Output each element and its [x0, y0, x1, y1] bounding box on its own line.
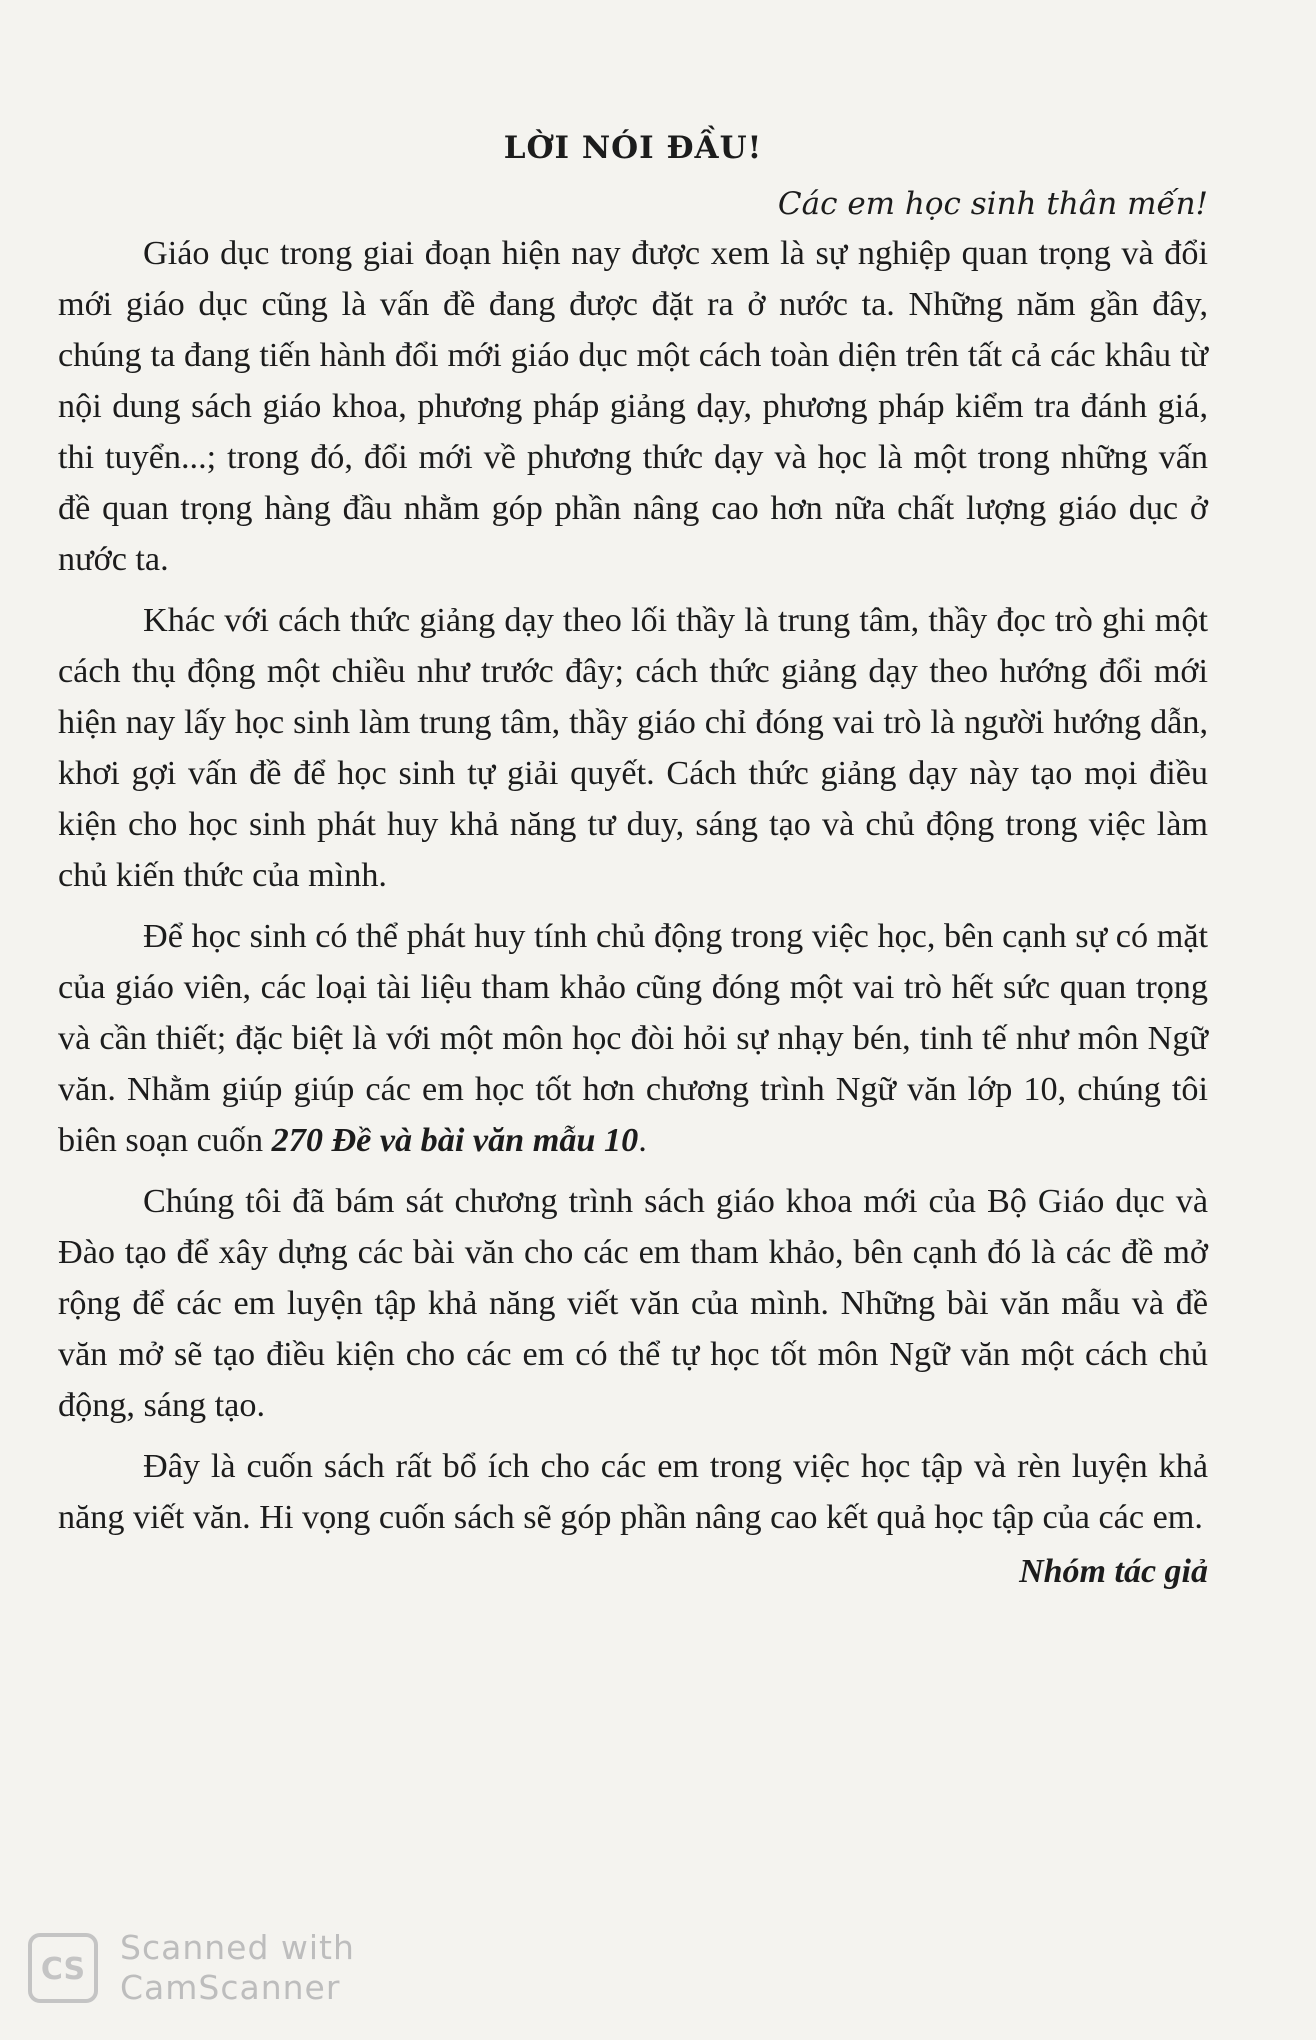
signature: Nhóm tác giả — [1019, 1553, 1208, 1590]
page-title: LỜI NÓI ĐẦU! — [503, 130, 763, 166]
book-title: 270 Đề và bài văn mẫu 10 — [271, 1122, 639, 1159]
paragraph-5: Đây là cuốn sách rất bổ ích cho các em trong việc học tập và rèn luyện khả năng viết văn. Hi vọng cuốn sách sẽ góp phần nâng cao kết quả học tập của các em. — [58, 1448, 1208, 1536]
svg-text:CS: CS — [40, 1952, 86, 1987]
document-body — [58, 130, 1208, 1591]
paragraph-3 — [58, 911, 1208, 1166]
camscanner-logo-icon — [28, 1933, 98, 2003]
watermark-text — [120, 1928, 355, 2008]
paragraph-2: Khác với cách thức giảng dạy theo lối thầy là trung tâm, thầy đọc trò ghi một cách thụ động một chiều như trước đây; cách thức giảng dạy theo hướng đổi mới hiện nay lấy học sinh làm trung tâm, thầy giáo chỉ đóng vai trò là người hướng dẫn, khơi gợi vấn đề để học sinh tự giải quyết. Cách thức giảng dạy này tạo mọi điều kiện cho học sinh phát huy khả năng tư duy, sáng tạo và chủ động trong việc làm chủ kiến thức của mình. — [58, 602, 1208, 894]
paragraph-1: Giáo dục trong giai đoạn hiện nay được xem là sự nghiệp quan trọng và đổi mới giáo dục cũng là vấn đề đang được đặt ra ở nước ta. Những năm gần đây, chúng ta đang tiến hành đổi mới giáo dục một cách toàn diện trên tất cả các khâu từ nội dung sách giáo khoa, phương pháp giảng dạy, phương pháp kiểm tra đánh giá, thi tuyển...; trong đó, đổi mới về phương thức dạy và học là một trong những vấn đề quan trọng hàng đầu nhằm góp phần nâng cao hơn nữa chất lượng giáo dục ở nước ta. — [58, 235, 1208, 578]
cs-letters-icon — [35, 1948, 91, 1988]
camscanner-watermark — [0, 1908, 360, 2028]
watermark-line-2: CamScanner — [120, 1968, 341, 2007]
watermark-line-1: Scanned with — [120, 1928, 355, 1967]
paragraph-4: Chúng tôi đã bám sát chương trình sách giáo khoa mới của Bộ Giáo dục và Đào tạo để xây dựng các bài văn cho các em tham khảo, bên cạnh đó là các đề mở rộng để các em luyện tập khả năng viết văn của mình. Những bài văn mẫu và đề văn mở sẽ tạo điều kiện cho các em có thể tự học tốt môn Ngữ văn một cách chủ động, sáng tạo. — [58, 1183, 1208, 1424]
paragraph-3-end: . — [638, 1122, 647, 1159]
paragraph-3-text: Để học sinh có thể phát huy tính chủ động trong việc học, bên cạnh sự có mặt của giáo viên, các loại tài liệu tham khảo cũng đóng một vai trò hết sức quan trọng và cần thiết; đặc biệt là với một môn học đòi hỏi sự nhạy bén, tinh tế như môn Ngữ văn. Nhằm giúp giúp các em học tốt hơn chương trình Ngữ văn lớp 10, chúng tôi biên soạn cuốn — [58, 918, 1208, 1159]
greeting: Các em học sinh thân mến! — [777, 186, 1208, 222]
